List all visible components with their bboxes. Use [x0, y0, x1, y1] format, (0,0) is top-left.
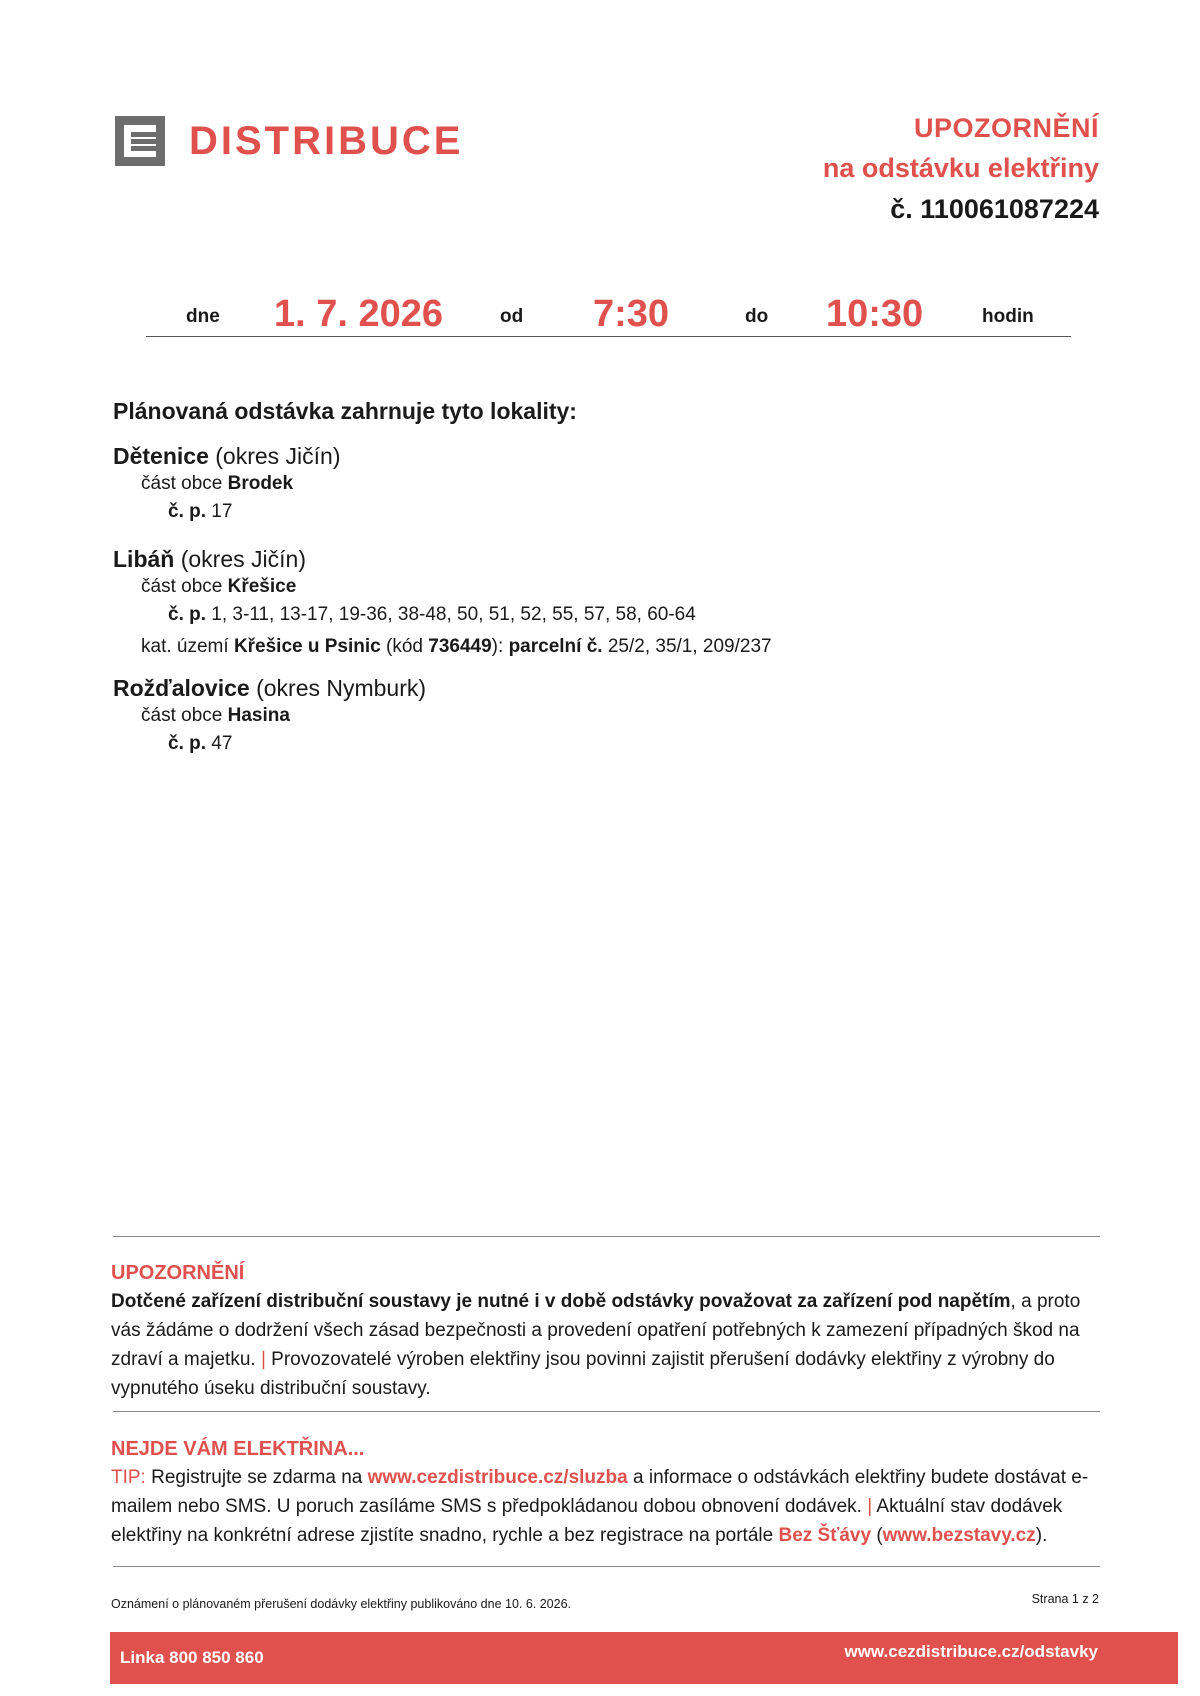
- schedule-underline: [146, 336, 1071, 337]
- locations-heading: Plánovaná odstávka zahrnuje tyto lokality:: [113, 398, 577, 424]
- warning-text: Dotčené zařízení distribuční soustavy je nutné i v době odstávky považovat za zařízení pod napětím, a proto vás žádáme o dodržení všech zásad bezpečnosti a provedení opatření potřebných k zamezení případných škod na zdraví a majetku. | Provozovatelé výroben elektřiny jsou povinni zajistit přerušení dodávky elektřiny z výrobny do vypnutého úseku distribuční soustavy.: [111, 1291, 1081, 1399]
- from-label: od: [500, 306, 524, 327]
- locations-section: [113, 398, 1013, 758]
- tip-title: NEJDE VÁM ELEKTŘINA...: [111, 1438, 365, 1460]
- bezstavy-link[interactable]: www.bezstavy.cz: [882, 1525, 1036, 1546]
- location-part: část obce Křešice: [141, 576, 297, 597]
- tip-text: TIP: Registrujte se zdarma na www.cezdistribuce.cz/sluzba a informace o odstávkách elektřiny budete dostávat e-mailem nebo SMS. U poruch zasíláme SMS s předpokládanou dobou obnovení dodávek. | Aktuální stav dodávek elektřiny na konkrétní adrese zjistíte snadno, rychle a bez registrace na portále Bez Šťávy (www.bezstavy.cz).: [111, 1467, 1089, 1546]
- footer-bar: [110, 1632, 1178, 1684]
- outage-end-time: 10:30: [826, 293, 924, 335]
- location-town: Rožďalovice (okres Nymburk): [113, 675, 427, 701]
- notice-title-line1: UPOZORNĚNÍ: [913, 113, 1099, 143]
- cez-logo-icon: [115, 116, 165, 166]
- location-part: část obce Brodek: [141, 473, 294, 494]
- portal-name: Bez Šťávy: [778, 1525, 872, 1546]
- location-town: Libáň (okres Jičín): [113, 546, 306, 572]
- divider: [113, 1566, 1100, 1567]
- logo-text: DISTRIBUCE: [189, 118, 464, 163]
- company-logo: [115, 116, 463, 166]
- warning-title: UPOZORNĚNÍ: [111, 1262, 245, 1284]
- registration-link[interactable]: www.cezdistribuce.cz/sluzba: [367, 1467, 628, 1488]
- outage-date: 1. 7. 2026: [274, 293, 444, 335]
- outage-start-time: 7:30: [593, 293, 670, 335]
- tip-section: [111, 1435, 1101, 1550]
- location-house-numbers: č. p. 1, 3-11, 13-17, 19-36, 38-48, 50, 51, 52, 55, 57, 58, 60-64: [168, 604, 696, 625]
- notice-title-line2: na odstávku elektřiny: [822, 153, 1099, 183]
- footer-url-link[interactable]: www.cezdistribuce.cz/odstavky: [844, 1642, 1098, 1661]
- notice-title: [823, 108, 1099, 230]
- divider: [113, 1411, 1100, 1412]
- publication-note: Oznámení o plánovaném přerušení dodávky elektřiny publikováno dne 10. 6. 2026.: [111, 1597, 572, 1611]
- warning-section: [111, 1259, 1101, 1403]
- divider: [113, 1236, 1100, 1237]
- date-label: dne: [186, 306, 220, 327]
- hotline-number: Linka 800 850 860: [120, 1648, 264, 1667]
- schedule-row: [146, 288, 1071, 336]
- hours-label: hodin: [982, 306, 1034, 327]
- to-label: do: [745, 306, 769, 327]
- location-house-numbers: č. p. 47: [168, 733, 233, 754]
- location-town: Dětenice (okres Jičín): [113, 443, 341, 469]
- location-house-numbers: č. p. 17: [168, 501, 233, 522]
- page-number: Strana 1 z 2: [1031, 1592, 1099, 1606]
- location-part: část obce Hasina: [141, 705, 290, 726]
- notice-number: č. 110061087224: [890, 194, 1099, 224]
- location-cadastral: kat. území Křešice u Psinic (kód 736449): parcelní č. 25/2, 35/1, 209/237: [141, 636, 772, 657]
